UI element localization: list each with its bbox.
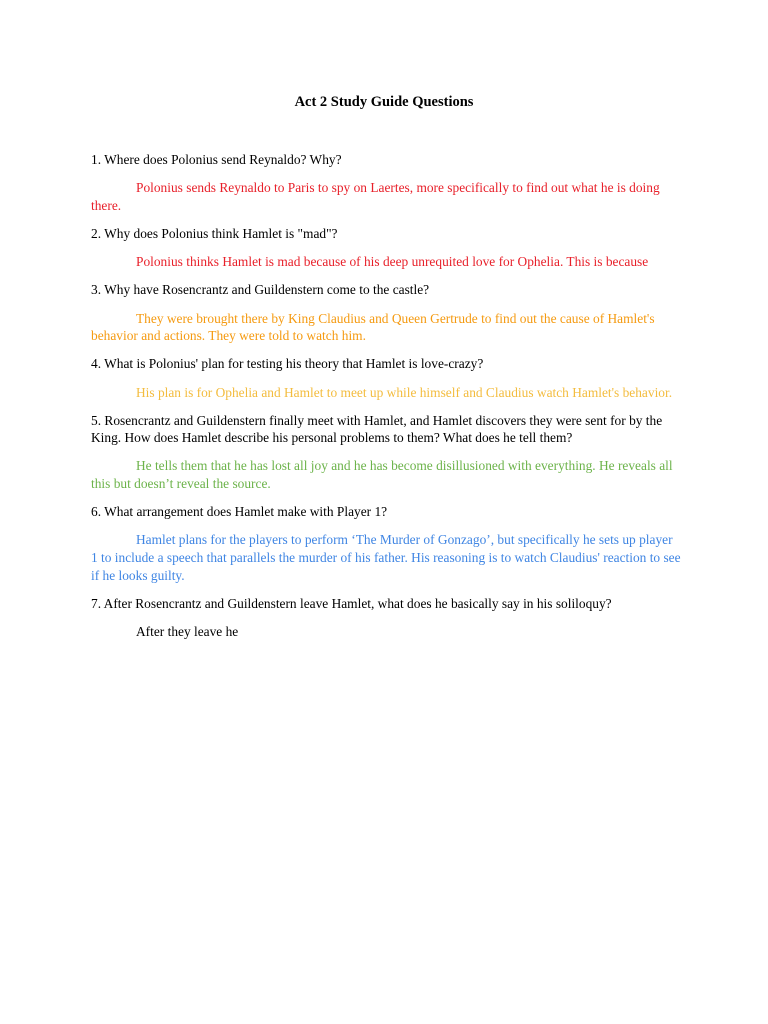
- answer-1: Polonius sends Reynaldo to Paris to spy on Laertes, more specifically to find out what he is doing there.: [91, 180, 660, 213]
- question-6: 6. What arrangement does Hamlet make with Player 1?: [91, 504, 388, 520]
- question-3: 3. Why have Rosencrantz and Guildenstern come to the castle?: [91, 282, 430, 298]
- question-1: 1. Where does Polonius send Reynaldo? Why?: [91, 152, 342, 167]
- answer-2: Polonius thinks Hamlet is mad because of his deep unrequited love for Ophelia. This is because: [136, 254, 649, 270]
- question-2: 2. Why does Polonius think Hamlet is "mad"?: [91, 225, 338, 241]
- question-7: 7. After Rosencrantz and Guildenstern leave Hamlet, what does he basically say in his soliloquy?: [91, 595, 612, 611]
- answer-4: His plan is for Ophelia and Hamlet to meet up while himself and Claudius watch Hamlet's behavior.: [136, 384, 673, 400]
- answer-5: He tells them that he has lost all joy and he has become disillusioned with everything. He reveals all this but doesn’t reveal the source.: [91, 458, 673, 492]
- answer-6: Hamlet plans for the players to perform ‘The Murder of Gonzago’, but specifically he sets up player 1 to include a speech that parallels the murder of his father. His reasoning is to watch Claudius' reaction to see if he looks guilty.: [91, 532, 681, 583]
- question-list: [91, 151, 681, 651]
- answer-3: They were brought there by King Claudius and Queen Gertrude to find out the cause of Hamlet's behavior and actions. They were told to watch him.: [91, 310, 655, 344]
- question-4: 4. What is Polonius' plan for testing his theory that Hamlet is love-crazy?: [91, 356, 484, 372]
- question-5: 5. Rosencrantz and Guildenstern finally meet with Hamlet, and Hamlet discovers they were sent for by the King. How does Hamlet describe his personal problems to them? What does he tell them?: [91, 412, 663, 446]
- document-title: Act 2 Study Guide Questions: [294, 94, 474, 110]
- answer-7: After they leave he: [136, 624, 239, 639]
